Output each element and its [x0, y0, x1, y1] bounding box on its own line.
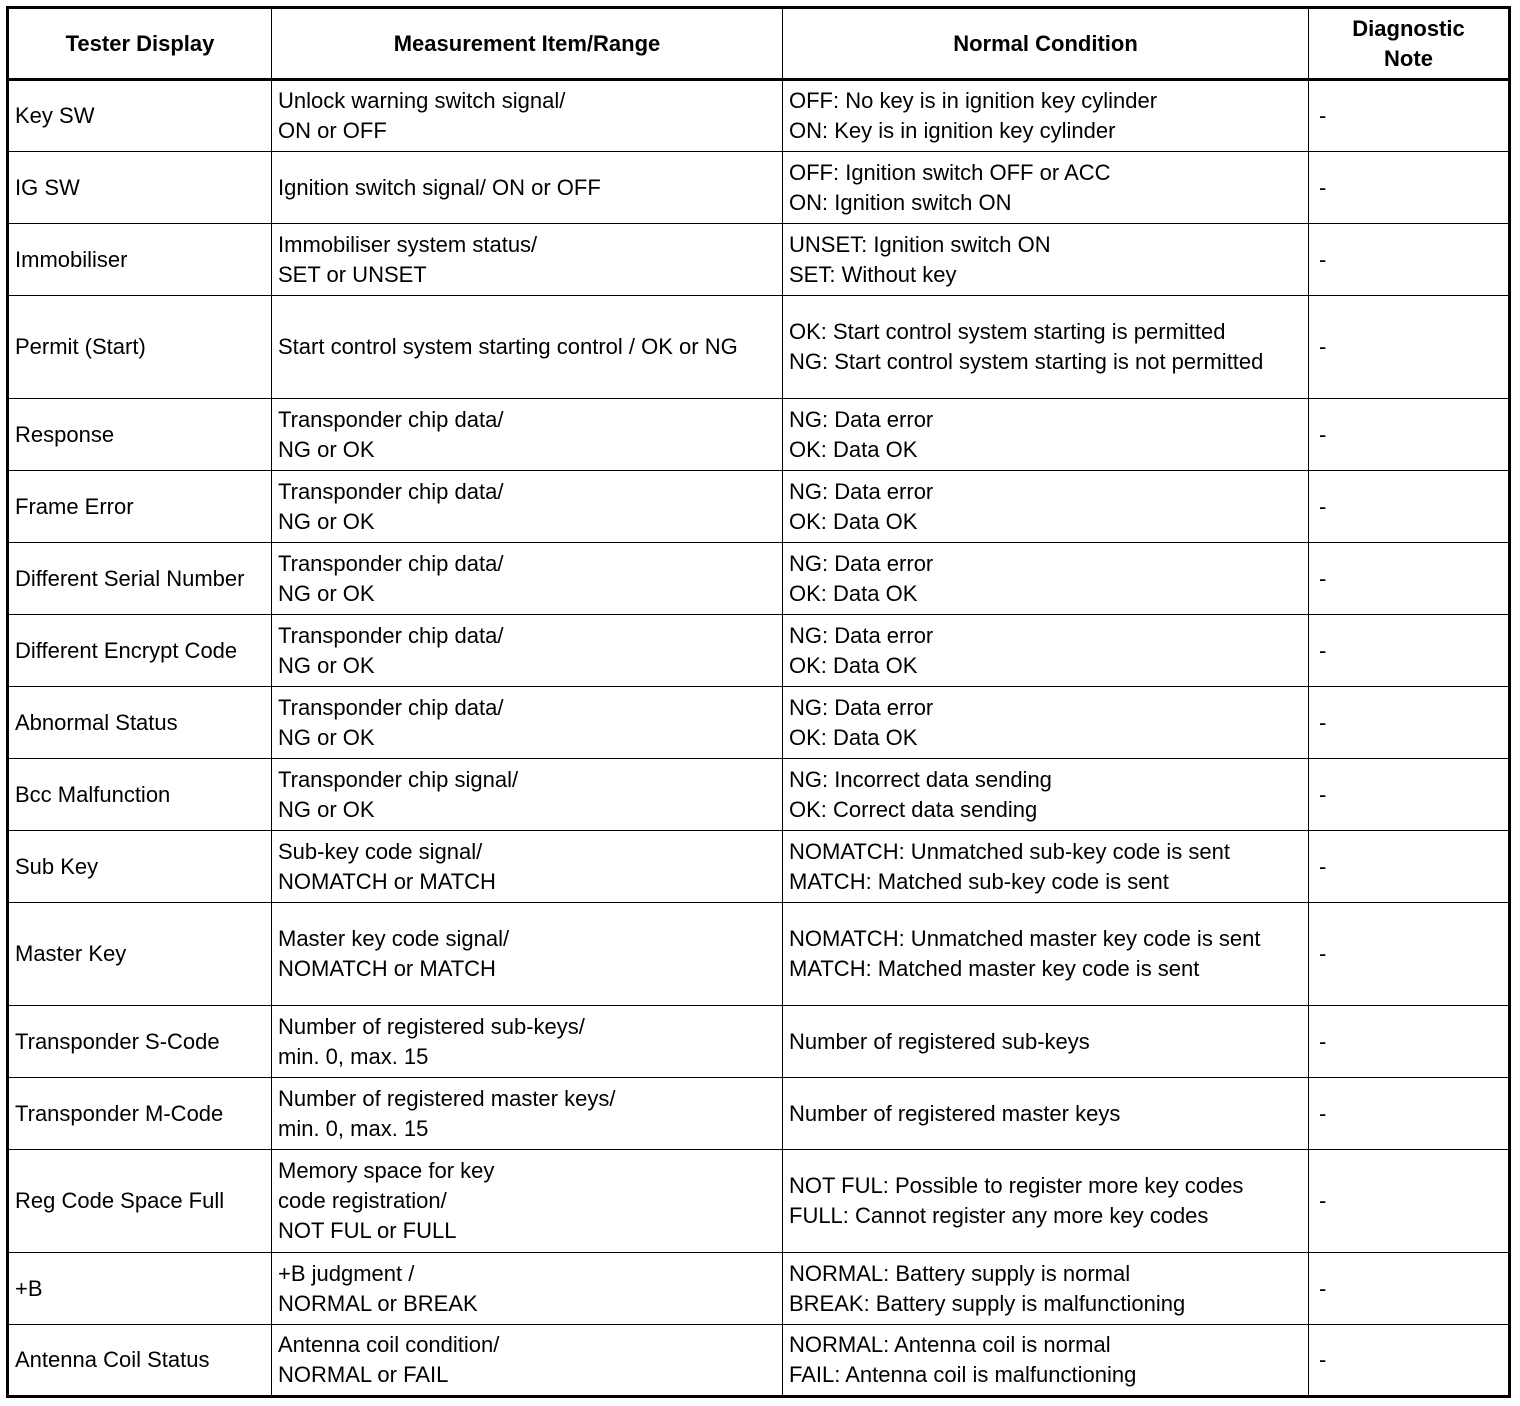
cell-measurement-item: Transponder chip data/ NG or OK	[272, 471, 783, 543]
cell-tester-display: Transponder M-Code	[8, 1078, 272, 1150]
cell-diagnostic-note: -	[1309, 687, 1510, 759]
cell-tester-display: Permit (Start)	[8, 296, 272, 399]
cell-measurement-item: Antenna coil condition/ NORMAL or FAIL	[272, 1325, 783, 1397]
cell-tester-display: Sub Key	[8, 831, 272, 903]
cell-tester-display: Key SW	[8, 80, 272, 152]
table-row	[8, 152, 1510, 224]
cell-normal-condition: NORMAL: Battery supply is normal BREAK: Battery supply is malfunctioning	[783, 1253, 1309, 1325]
table-row	[8, 1150, 1510, 1253]
cell-normal-condition: NG: Data error OK: Data OK	[783, 471, 1309, 543]
table-row	[8, 831, 1510, 903]
data-list-table-container	[6, 6, 1508, 1398]
cell-tester-display: Immobiliser	[8, 224, 272, 296]
cell-measurement-item: Number of registered master keys/ min. 0, max. 15	[272, 1078, 783, 1150]
cell-measurement-item: Master key code signal/ NOMATCH or MATCH	[272, 903, 783, 1006]
cell-measurement-item: Unlock warning switch signal/ ON or OFF	[272, 80, 783, 152]
cell-measurement-item: Sub-key code signal/ NOMATCH or MATCH	[272, 831, 783, 903]
cell-diagnostic-note: -	[1309, 831, 1510, 903]
table-row	[8, 615, 1510, 687]
table-row	[8, 471, 1510, 543]
cell-tester-display: Reg Code Space Full	[8, 1150, 272, 1253]
cell-measurement-item: Transponder chip signal/ NG or OK	[272, 759, 783, 831]
cell-measurement-item: Ignition switch signal/ ON or OFF	[272, 152, 783, 224]
cell-normal-condition: NG: Data error OK: Data OK	[783, 399, 1309, 471]
cell-normal-condition: NOMATCH: Unmatched master key code is sent MATCH: Matched master key code is sent	[783, 903, 1309, 1006]
data-list-table	[6, 6, 1511, 1398]
table-row	[8, 399, 1510, 471]
cell-measurement-item: +B judgment / NORMAL or BREAK	[272, 1253, 783, 1325]
table-row	[8, 759, 1510, 831]
cell-normal-condition: NG: Data error OK: Data OK	[783, 615, 1309, 687]
table-row	[8, 1006, 1510, 1078]
cell-measurement-item: Transponder chip data/ NG or OK	[272, 615, 783, 687]
cell-diagnostic-note: -	[1309, 1078, 1510, 1150]
cell-measurement-item: Transponder chip data/ NG or OK	[272, 399, 783, 471]
cell-measurement-item: Memory space for key code registration/ NOT FUL or FULL	[272, 1150, 783, 1253]
table-header-row	[8, 8, 1510, 80]
cell-normal-condition: NOT FUL: Possible to register more key codes FULL: Cannot register any more key codes	[783, 1150, 1309, 1253]
cell-measurement-item: Start control system starting control / OK or NG	[272, 296, 783, 399]
cell-normal-condition: NG: Data error OK: Data OK	[783, 543, 1309, 615]
cell-tester-display: Transponder S-Code	[8, 1006, 272, 1078]
cell-diagnostic-note: -	[1309, 80, 1510, 152]
cell-tester-display: Different Serial Number	[8, 543, 272, 615]
cell-diagnostic-note: -	[1309, 543, 1510, 615]
cell-normal-condition: OK: Start control system starting is permitted NG: Start control system starting is not permitted	[783, 296, 1309, 399]
cell-normal-condition: OFF: No key is in ignition key cylinder ON: Key is in ignition key cylinder	[783, 80, 1309, 152]
cell-diagnostic-note: -	[1309, 615, 1510, 687]
cell-diagnostic-note: -	[1309, 759, 1510, 831]
cell-measurement-item: Transponder chip data/ NG or OK	[272, 687, 783, 759]
table-row	[8, 1325, 1510, 1397]
cell-normal-condition: Number of registered master keys	[783, 1078, 1309, 1150]
cell-normal-condition: NOMATCH: Unmatched sub-key code is sent MATCH: Matched sub-key code is sent	[783, 831, 1309, 903]
cell-diagnostic-note: -	[1309, 224, 1510, 296]
cell-diagnostic-note: -	[1309, 152, 1510, 224]
cell-normal-condition: NORMAL: Antenna coil is normal FAIL: Antenna coil is malfunctioning	[783, 1325, 1309, 1397]
cell-measurement-item: Number of registered sub-keys/ min. 0, max. 15	[272, 1006, 783, 1078]
cell-tester-display: +B	[8, 1253, 272, 1325]
cell-measurement-item: Transponder chip data/ NG or OK	[272, 543, 783, 615]
cell-normal-condition: OFF: Ignition switch OFF or ACC ON: Ignition switch ON	[783, 152, 1309, 224]
header-tester-display: Tester Display	[8, 8, 272, 80]
cell-normal-condition: NG: Incorrect data sending OK: Correct data sending	[783, 759, 1309, 831]
cell-diagnostic-note: -	[1309, 1253, 1510, 1325]
table-row	[8, 1253, 1510, 1325]
table-row	[8, 543, 1510, 615]
cell-normal-condition: Number of registered sub-keys	[783, 1006, 1309, 1078]
cell-tester-display: Antenna Coil Status	[8, 1325, 272, 1397]
cell-tester-display: Response	[8, 399, 272, 471]
cell-diagnostic-note: -	[1309, 471, 1510, 543]
table-row	[8, 1078, 1510, 1150]
cell-diagnostic-note: -	[1309, 296, 1510, 399]
cell-normal-condition: NG: Data error OK: Data OK	[783, 687, 1309, 759]
table-row	[8, 80, 1510, 152]
table-row	[8, 296, 1510, 399]
table-row	[8, 903, 1510, 1006]
cell-tester-display: Different Encrypt Code	[8, 615, 272, 687]
table-row	[8, 687, 1510, 759]
cell-measurement-item: Immobiliser system status/ SET or UNSET	[272, 224, 783, 296]
cell-diagnostic-note: -	[1309, 1150, 1510, 1253]
cell-diagnostic-note: -	[1309, 399, 1510, 471]
header-diagnostic-note: Diagnostic Note	[1309, 8, 1510, 80]
table-row	[8, 224, 1510, 296]
cell-tester-display: Bcc Malfunction	[8, 759, 272, 831]
cell-diagnostic-note: -	[1309, 903, 1510, 1006]
cell-tester-display: Abnormal Status	[8, 687, 272, 759]
cell-tester-display: Frame Error	[8, 471, 272, 543]
header-normal-condition: Normal Condition	[783, 8, 1309, 80]
header-measurement-item: Measurement Item/Range	[272, 8, 783, 80]
cell-tester-display: Master Key	[8, 903, 272, 1006]
cell-diagnostic-note: -	[1309, 1006, 1510, 1078]
cell-diagnostic-note: -	[1309, 1325, 1510, 1397]
cell-tester-display: IG SW	[8, 152, 272, 224]
cell-normal-condition: UNSET: Ignition switch ON SET: Without key	[783, 224, 1309, 296]
